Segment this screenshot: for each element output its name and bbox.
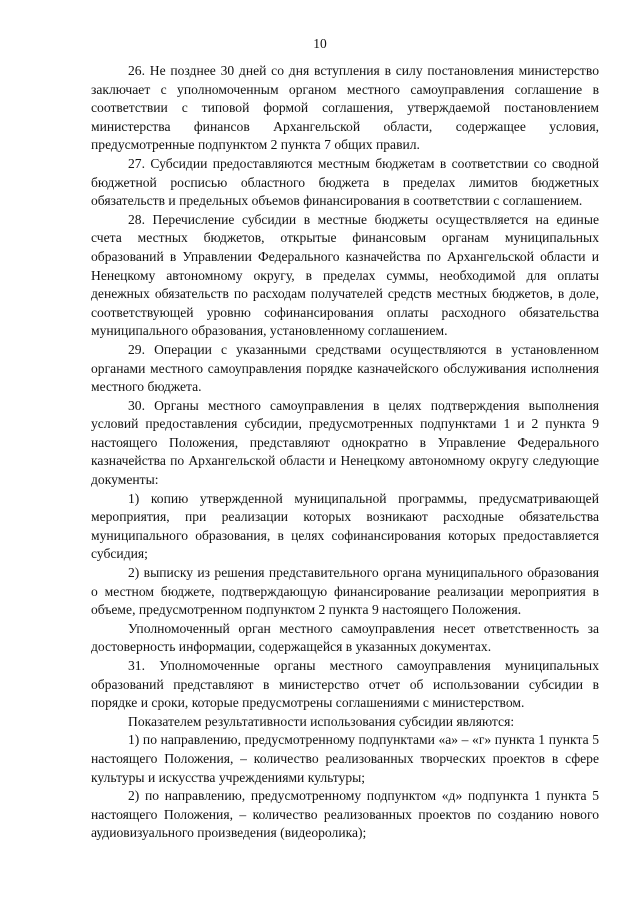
paragraph-26: 26. Не позднее 30 дней со дня вступления в силу постановления министерство заключает с уполномоченным органом местного самоуправления соглашение в соответствии с типовой формой соглашения, утверждаемой постановлением министерства финансов Архангельской области, содержащее условия, предусмотренные подпунктом 2 пункта 7 общих правил. bbox=[91, 63, 599, 153]
document-body bbox=[91, 62, 599, 843]
paragraph-30-item-1: 1) копию утвержденной муниципальной программы, предусматривающей мероприятия, при реализации которых возникают расходные обязательства муниципального образования, в целях софинансирования которых предоставляется субсидия; bbox=[91, 490, 599, 562]
paragraph-indicator-1: 1) по направлению, предусмотренному подпунктами «а» – «г» пункта 1 пункта 5 настоящего Положения, – количество реализованных творческих проектов в сфере культуры и искусства учреждениями культуры; bbox=[91, 732, 599, 785]
paragraph-29: 29. Операции с указанными средствами осуществляются в установленном органами местного самоуправления порядке казначейского обслуживания исполнения местного бюджета. bbox=[91, 341, 599, 395]
paragraph-31: 31. Уполномоченные органы местного самоуправления муниципальных образований представляют в министерство отчет об использовании субсидии в порядке и сроки, которые предусмотрены соглашениями с министерством. bbox=[91, 658, 599, 711]
paragraph-28: 28. Перечисление субсидии в местные бюджеты осуществляется на единые счета местных бюджетов, открытые финансовым органам муниципальных образований в Управлении Федерального казначейства по Архангельской области и Ненецкому автономному округу, в пределах суммы, необходимой для оплаты денежных обязательств по расходам получателей средств местных бюджетов, в доле, соответствующей уровню софинансирования оплаты расходного обязательства муниципального образования, установленному соглашением. bbox=[91, 211, 599, 339]
paragraph-responsibility: Уполномоченный орган местного самоуправления несет ответственность за достоверность информации, содержащейся в указанных документах. bbox=[91, 620, 599, 655]
paragraph-indicator-2: 2) по направлению, предусмотренному подпунктом «д» подпункта 1 пункта 5 настоящего Положения, – количество реализованных проектов по созданию нового аудиовизуального произведения (видеоролика); bbox=[91, 788, 599, 841]
page-number: 10 bbox=[313, 36, 327, 51]
paragraph-27: 27. Субсидии предоставляются местным бюджетам в соответствии со сводной бюджетной росписью областного бюджета в пределах лимитов бюджетных обязательств и предельных объемов финансирования в соответствии с соглашением. bbox=[91, 155, 599, 209]
paragraph-indicators-intro: Показателем результативности использования субсидии являются: bbox=[128, 713, 515, 729]
paragraph-30-item-2: 2) выписку из решения представительного органа муниципального образования о местном бюджете, подтверждающую финансирование реализации мероприятия в объеме, предусмотренном подпунктом 2 пункта 9 настоящего Положения. bbox=[91, 565, 599, 618]
paragraph-30: 30. Органы местного самоуправления в целях подтверждения выполнения условий предоставления субсидии, предусмотренных подпунктами 1 и 2 пункта 9 настоящего Положения, представляют однократно в Управление Федерального казначейства по Архангельской области и Ненецкому автономному округу следующие документы: bbox=[91, 397, 599, 488]
